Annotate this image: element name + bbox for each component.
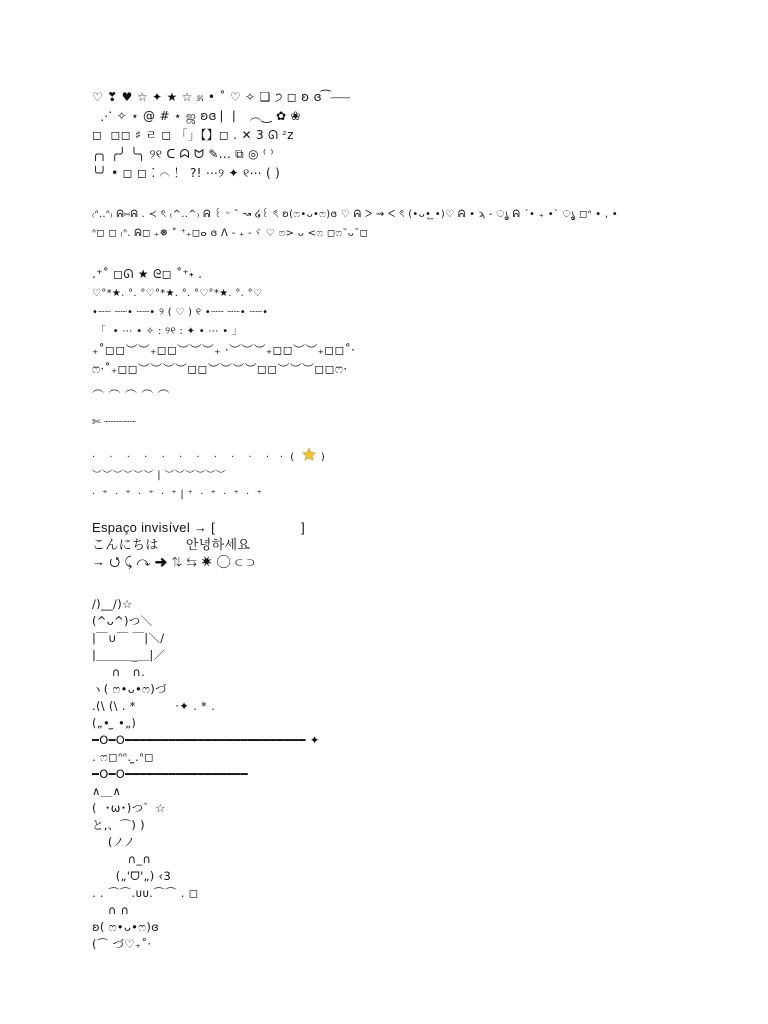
document-page — [92, 88, 732, 953]
art-line-2: (^ᴗ^)つ＼ — [92, 614, 153, 628]
spacer — [92, 504, 732, 519]
symbols-line-3: ◻ ◻◻ ♯ ㄹ ◻ 「」【】◻ . ✕ 3 ᘏ ᶻz — [92, 128, 294, 142]
faces-line-2: ᐢ◻ ◻ ₍ᐢ. ᕱ◻ ₊❅ ˚ ⁺₊◻ⴰ ɞ ᐱ - ₊ -ヾ ♡ ෆ> ᴗ <ෆ ◻ෆ˘ᴗ˘◻ — [92, 228, 369, 239]
symbols-line-5: ╰╯ • ◻ ◻ ⁚ ⌒ ！ ?! ⋯୨ ✦ ୧⋯ ( ) — [92, 166, 281, 180]
faces-block — [92, 205, 732, 243]
art-line-15: (ノノ — [92, 835, 136, 849]
symbols-line-2: ⋰ ✧ ⋆ @ # ⋆ ஜ ʚɞ ⎸⎸ ︵‿ ✿ ❀ — [92, 109, 301, 123]
greetings-line: こんにちは 안녕하세요 — [92, 537, 251, 552]
text-block — [92, 519, 732, 570]
faces-line-1: ₍ᐢ..ᐢ₎ ᕱ⑅ᕱ . ≺ ৎ ₍^..^₎ ᕱ ꒰ ᵕ ˆ ↝ ໒꒰ ৎ ʚ(ෆ•ᴗ•ෆ)ɞ ♡ ᕱ ᐳ ⇝ ᐸ ৎ (•ᴗ•̥ ̯•)♡ ᕱ • ϡ - ൃ ᕱ ´• ₊ •` ൃ ◻ᐢ • , • — [92, 209, 619, 220]
spacer — [92, 570, 732, 596]
decor-line-3: •┈┈ ┈┈• ┈┈• ୨ ( ♡ ) ୧ •┈┈ ┈┈• ┈┈• — [92, 307, 269, 318]
decor-line-1: .⁺˚ ◻ᘏ ★ ᘓ◻ ˚⁺˖ . — [92, 267, 203, 281]
decor-line-7: ︵ ︵ ︵ ︵ ︵ — [92, 381, 170, 395]
spacer — [92, 183, 732, 205]
art-line-5: ∩ ∩. — [92, 665, 146, 679]
invisible-space-line: Espaço invisível → [ ] — [92, 520, 306, 535]
scissors-line: ✄ ┈┈┈┈┈ — [92, 417, 136, 428]
art-line-19: ∩ ∩ — [92, 903, 130, 917]
art-line-18: . . ⌒⌒.ᴜᴜ.⌒⌒ . ◻ — [92, 886, 199, 900]
dots-line-3: · ⁺ · ⁺ · ⁺ · ⁺ | ⁺ · ⁺ · ⁺ · ⁺ — [92, 489, 263, 500]
art-line-13: ( ･ω･)つ゛☆ — [92, 801, 166, 815]
art-line-10: . ෆ◻ᐢᐢ. ̫.ᐢ◻ — [92, 750, 154, 764]
dots-line-1-text: · · · · · · · · · · · · ( — [92, 452, 302, 463]
spacer — [92, 432, 732, 447]
art-line-21: (⌒ づ♡₊˚· — [92, 937, 152, 951]
art-line-11: ━O━O━━━━━━━━━━━━━━━━━ — [92, 767, 248, 781]
dots-line-2: ︶︶︶︶︶︶ | ︶︶︶︶︶︶ — [92, 470, 227, 481]
spacer — [92, 243, 732, 265]
dots-line-1 — [92, 447, 732, 466]
art-line-12: ∧＿∧ — [92, 784, 122, 798]
dots-line-1-suffix: ) — [317, 452, 326, 463]
decor-line-6: ෆ·˚₊◻◻︶︶︶︶◻◻︶︶︶︶◻◻︶︶︶◻◻ෆ· — [92, 362, 348, 376]
spacer — [92, 398, 732, 413]
art-line-7: .(\ (\ . * ·✦ . * . — [92, 699, 216, 713]
symbols-block — [92, 88, 732, 183]
art-line-6: ヽ( ෆ•ᴗ•ෆ)づ — [92, 682, 167, 696]
art-line-9: ━O━O━━━━━━━━━━━━━━━━━━━━━━━━━ ✦ — [92, 733, 320, 747]
dots-block — [92, 447, 732, 504]
decor-block — [92, 265, 732, 398]
art-line-1: /)__/)☆ — [92, 597, 133, 611]
art-block — [92, 596, 732, 953]
art-line-17: („'ᗜ'„) ‹3 — [92, 869, 172, 883]
symbols-line-1: ♡ ❣ ♥ ☆ ✦ ★ ☆ ೫ • ˚ ♡ ✧ ❏ ੭ ◻ ʚ ɞ ͡ ⸺ — [92, 90, 351, 104]
art-line-14: と,、⌒) ) — [92, 818, 145, 832]
art-line-20: ʚ( ෆ•ᴗ•ෆ)ɞ — [92, 920, 160, 934]
art-line-16: ∩_∩ — [92, 852, 152, 866]
art-line-4: |＿＿＿_＿|／ — [92, 648, 166, 662]
decor-line-5: ₊˚◻◻︶︶₊◻◻︶︶︶₊ ·︶︶︶₊◻◻︶︶₊◻◻˚· — [92, 343, 356, 357]
art-line-3: |￣∪￣ ￣|＼/ — [92, 631, 165, 645]
symbols-line-4: ╭╮ ╭╯ ╰╮ ୨୧ ᑕ ᗣ ᗢ ✎... ⧉ ◎ ⁽ ⁾ — [92, 147, 274, 161]
star-icon — [301, 447, 317, 462]
arrows-line: → ⭯ ⤹ ↷ ➜ ⇅ ⇆ ✷ ◯ ⊂ ⊃ — [92, 554, 255, 569]
art-line-8: („• ̫ •„) — [92, 716, 137, 730]
decor-line-4: 「 • ⋯ • ✧ : ୨୧ : ✦ • ⋯ • 」 — [92, 326, 243, 337]
decor-line-2: ♡°*★. °. °♡°*★. °. °♡°*★. °. °♡ — [92, 288, 263, 299]
